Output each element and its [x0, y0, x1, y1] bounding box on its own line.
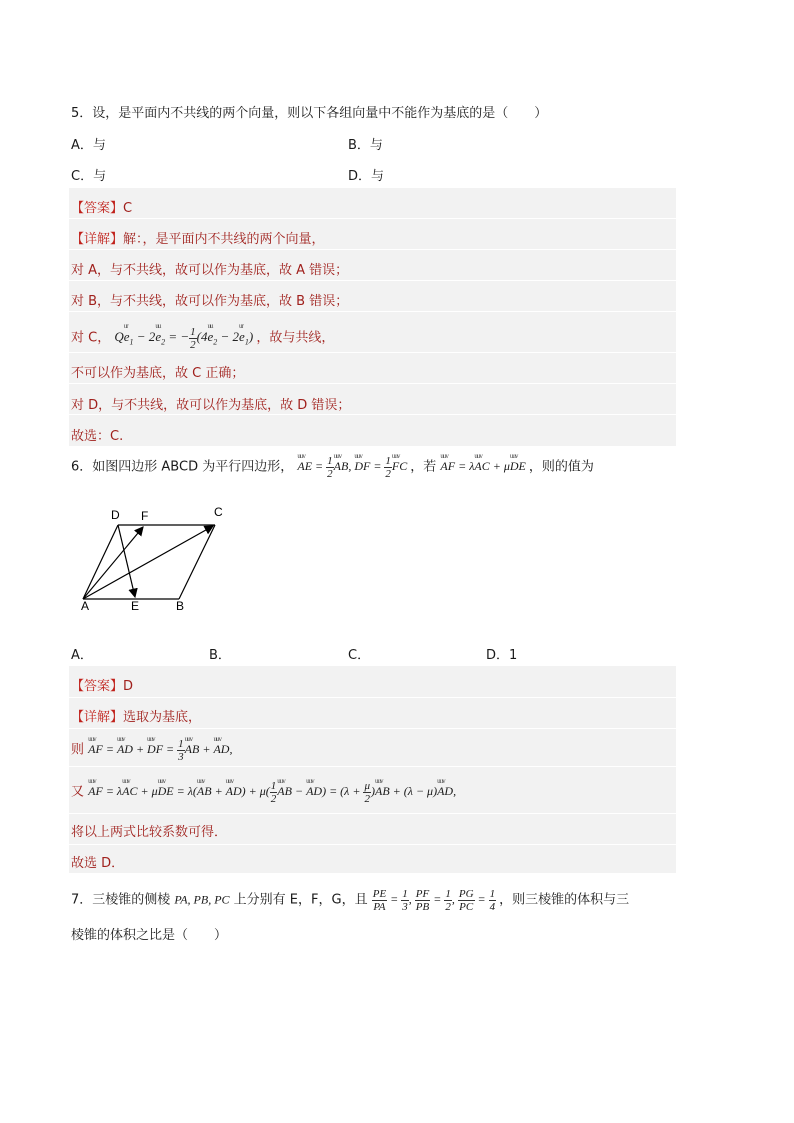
label-D: D [111, 508, 120, 522]
label-A: A [81, 599, 90, 613]
label-F: F [141, 509, 149, 523]
formula-expand: AF uuv = λAC uuv + μDE uuv = λ(AB uuv + AD uuv ) + μ( $\frac{1}{2}$ AB uuv − AD uuv ) = (λ + $\frac{\mu}{2}$ )AB uuv + (λ − μ)AD uuv , [88, 777, 457, 805]
q5-detail-line-3: 对 B，与不共线，故可以作为基底，故 B 错误； [71, 294, 349, 309]
q6-detail-line-2 [71, 735, 233, 763]
q6-given-vectors: AE uuv = $\frac{1}{2}$ AB uuv , DF uuv = $\frac{1}{2}$ FC uuv [297, 452, 408, 480]
q7-stem-c: ，则三棱锥的体积与三 [499, 892, 630, 908]
q5-detail-line-1 [71, 228, 325, 247]
q5-option-d[interactable]: D．与 [348, 169, 385, 184]
q5-detail-line-7: 故选：C. [71, 429, 124, 444]
q6-detail-line-1 [71, 706, 201, 725]
q5-option-c[interactable]: C．与 [71, 169, 107, 184]
q5-option-b[interactable]: B．与 [348, 138, 383, 153]
detail-tag: 【详解】 [71, 710, 124, 725]
answer-value: D [123, 679, 134, 694]
q6-stem-a: 6．如图四边形 ABCD 为平行四边形， [71, 459, 294, 475]
q5-detail-line-2: 对 A，与不共线，故可以作为基底，故 A 错误； [71, 263, 349, 278]
q6-option-d[interactable]: D．1 [486, 648, 518, 663]
label-E: E [131, 599, 140, 613]
q6-detail-line-5: 故选 D． [71, 856, 125, 871]
detail-text: 则 [71, 742, 85, 758]
q7-stem-b: 上分别有 E，F，G，且 [233, 892, 368, 908]
detail-tag: 【详解】 [71, 232, 124, 247]
q6-detail-line-3 [71, 777, 457, 805]
q6-detail-line-4: 将以上两式比较系数可得． [71, 825, 228, 840]
detail-text: 选取为基底， [123, 710, 202, 725]
q7-stem-line-2: 棱锥的体积之比是（ ） [71, 928, 228, 943]
q7-edges: PA, PB, PC [174, 892, 230, 907]
q6-option-b[interactable]: B． [209, 648, 231, 663]
formula-af: AF uuv = AD uuv + DF uuv = $\frac{1}{3}$ AB uuv + AD uuv , [88, 735, 233, 763]
label-B: B [176, 599, 185, 613]
parallelogram-figure [75, 503, 235, 613]
q5-option-a[interactable]: A．与 [71, 138, 106, 153]
detail-text: 对 C， [71, 330, 111, 346]
q6-stem-c: ，则的值为 [528, 459, 594, 475]
answer-tag: 【答案】 [71, 679, 124, 694]
q7-stem [71, 888, 629, 913]
detail-text: 又 [71, 784, 85, 800]
q6-option-a[interactable]: A． [71, 648, 93, 663]
answer-tag: 【答案】 [71, 201, 124, 216]
label-C: C [214, 505, 223, 519]
q5-detail-line-4 [71, 322, 335, 351]
q5-answer-line [71, 197, 132, 216]
q6-condition: AF uuv = λAC uuv + μDE uuv [440, 452, 526, 474]
answer-value: C [123, 201, 133, 216]
q5-detail-line-6: 对 D，与不共线，故可以作为基底，故 D 错误； [71, 398, 351, 413]
q7-ratios: $\frac{PE}{PA}$ = $\frac{1}{3}$ , $\frac{PF}{PB}$ = $\frac{1}{2}$ , $\frac{PG}{PC}$ = $\frac{1}{4}$ [372, 888, 496, 913]
q5-detail-line-5: 不可以作为基底，故 C 正确； [71, 366, 245, 381]
q7-stem-a: 7．三棱锥的侧棱 [71, 892, 171, 908]
detail-text: 解：，是平面内不共线的两个向量， [123, 232, 325, 247]
q6-solution-box [69, 666, 676, 873]
q6-option-c[interactable]: C． [348, 648, 371, 663]
q6-stem-b: ，若 [410, 459, 437, 475]
q6-answer-line [71, 675, 133, 694]
detail-text: ，故与共线， [256, 330, 335, 346]
q6-stem [71, 452, 594, 480]
formula-c: $Qe_1$ ur − $2e_2$ uu = − $\frac{1}{2}$ ($4e_2$ uu − $2e_1$ ur ) [114, 322, 257, 351]
q5-stem: 5．设，是平面内不共线的两个向量，则以下各组向量中不能作为基底的是（ ） [71, 106, 548, 121]
